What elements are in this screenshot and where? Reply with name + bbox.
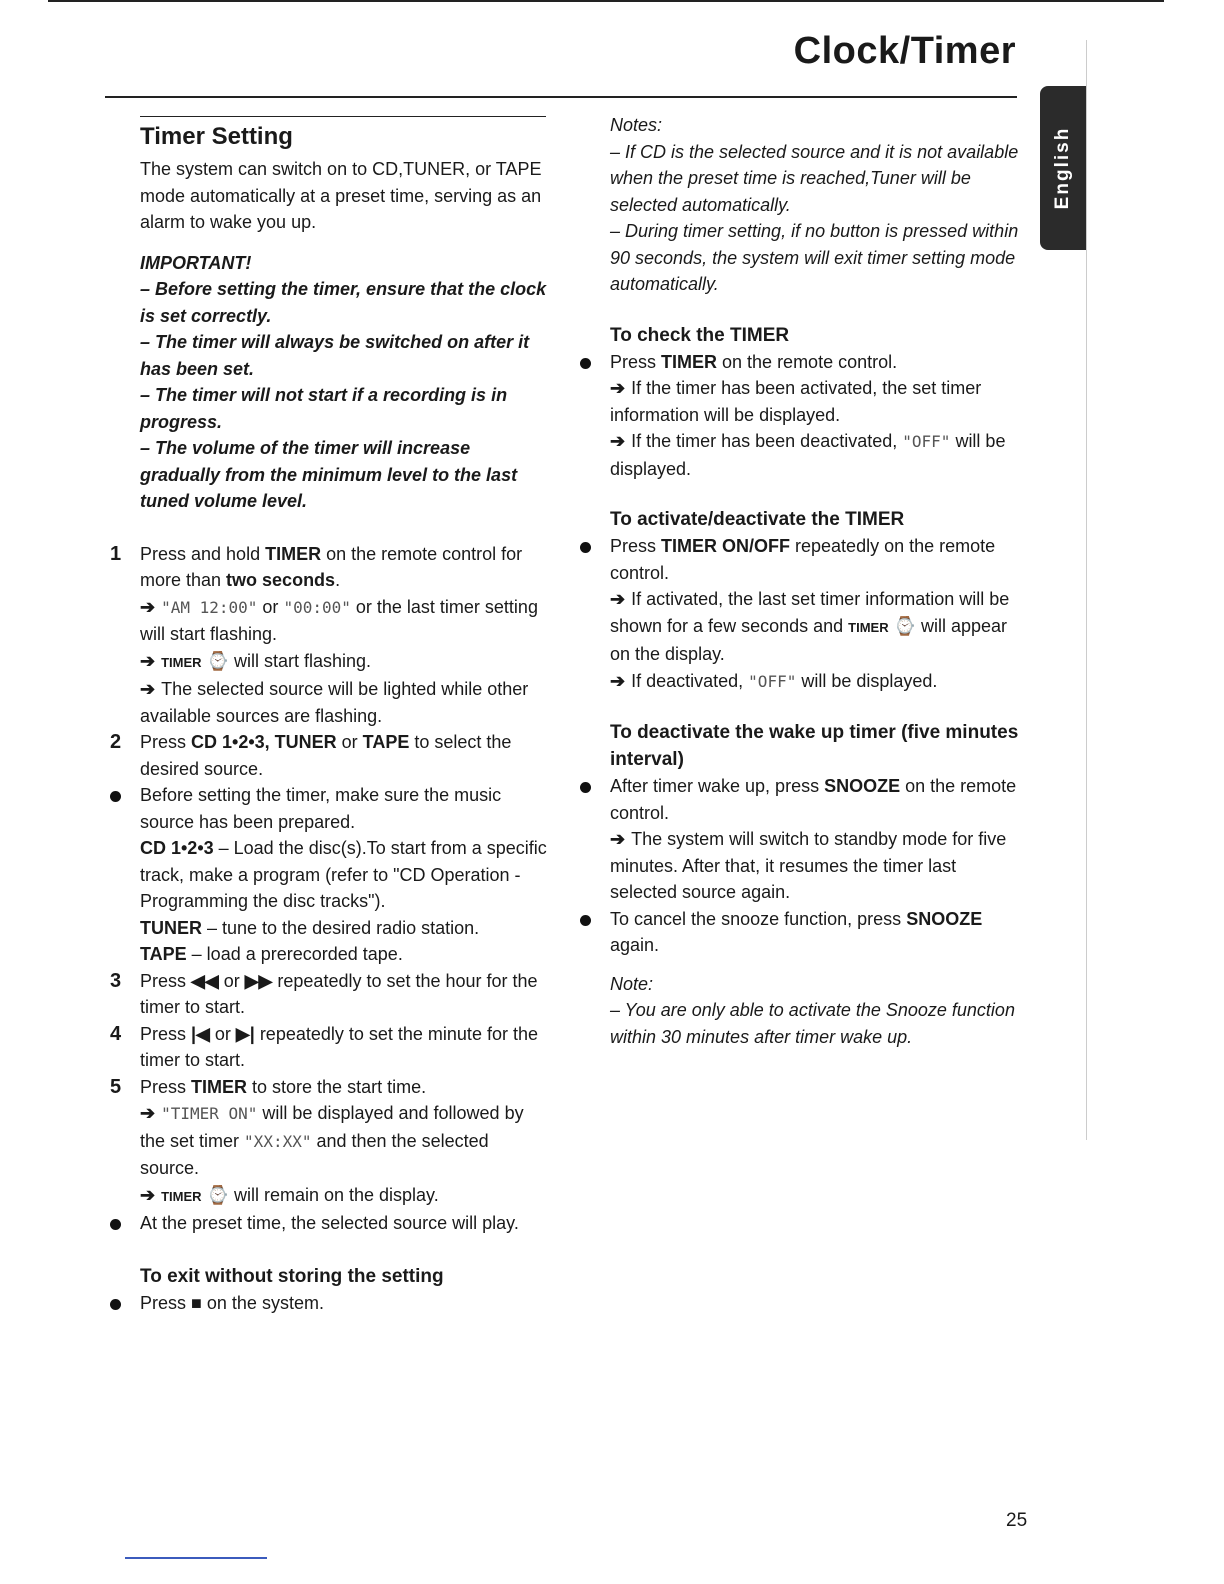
step-text: Press CD 1•2•3, TUNER or TAPE to select the desired source. [140, 732, 512, 779]
important-item: – The timer will not start if a recording is in progress. [140, 385, 508, 432]
bullet-item: Press TIMER on the remote control. ➔ If the timer has been activated, the set timer information will be displayed. ➔ If the timer has been deactivated, "OFF" will be displayed. [610, 349, 1020, 483]
step-number: 2 [110, 731, 122, 753]
step-5: 5 Press TIMER to store the start time. ➔ "TIMER ON" will be displayed and followed by the set timer "XX:XX" and then the selected source. ➔ TIMER ⌚ will remain on the display. [140, 1074, 550, 1211]
rewind-icon: ◀◀ [191, 970, 219, 991]
step-result: ➔ TIMER ⌚ will start flashing. [140, 650, 372, 671]
step-4: 4 Press |◀ or ▶| repeatedly to set the minute for the timer to start. [110, 1022, 538, 1070]
note-title: Note: [610, 973, 654, 994]
step-number: 5 [110, 1075, 122, 1098]
important-item: – The volume of the timer will increase gradually from the minimum level to the last tuned volume level. [140, 438, 518, 511]
exit-title: To exit without storing the setting [140, 1265, 444, 1287]
bullet-item: At the preset time, the selected source will play. [140, 1210, 550, 1237]
bullet-icon [110, 1219, 121, 1230]
bullet-icon [580, 915, 591, 926]
previous-icon: |◀ [191, 1023, 210, 1044]
bullet-icon [580, 782, 591, 793]
important-item: – The timer will always be switched on after it has been set. [140, 332, 530, 379]
bullet-item: Press ■ on the system. [140, 1290, 550, 1317]
bullet-item: Press TIMER ON/OFF repeatedly on the remote control. ➔ If activated, the last set timer information will be shown for a few seconds and TIMER ⌚ will appear on the display. ➔ If deactivated, "OFF" will be displayed. [610, 533, 1020, 695]
bullet-icon [580, 542, 591, 553]
page-number: 25 [1006, 1510, 1028, 1531]
left-column [110, 122, 550, 1316]
step-text: Press and hold TIMER on the remote control for more than two seconds. [140, 543, 523, 590]
language-tab [1040, 86, 1086, 250]
wake-title: To deactivate the wake up timer (five minutes interval) [610, 722, 1019, 770]
step-number: 1 [110, 542, 122, 565]
step-result: ➔ TIMER ⌚ will remain on the display. [140, 1184, 439, 1205]
arrow-icon: ➔ [140, 679, 156, 699]
bullet-icon [580, 358, 591, 369]
intro-text: The system can switch on to CD,TUNER, or TAPE mode automatically at a preset time, serving as an alarm to wake you up. [140, 159, 542, 232]
notes-title: Notes: [610, 115, 663, 135]
bullet-icon [110, 791, 121, 802]
important-title: IMPORTANT! [140, 252, 252, 273]
page-title: Clock/Timer [793, 30, 1016, 72]
top-rule [48, 0, 1164, 2]
step-result: ➔ "AM 12:00" or "00:00" or the last timer setting will start flashing. [140, 596, 538, 644]
arrow-icon: ➔ [610, 670, 626, 691]
arrow-icon: ➔ [140, 650, 156, 671]
step-result: ➔ "TIMER ON" will be displayed and followed by the set timer "XX:XX" and then the selected source. [140, 1103, 524, 1178]
title-rule [105, 96, 1017, 98]
step-2 [110, 729, 550, 782]
bullet-item: To cancel the snooze function, press SNOOZE again. [610, 906, 1020, 959]
right-column [610, 112, 1020, 1050]
check-title: To check the TIMER [610, 324, 790, 346]
note-item: – You are only able to activate the Snooze function within 30 minutes after timer wake up. [610, 1000, 1015, 1047]
step-number: 3 [110, 969, 122, 992]
arrow-icon: ➔ [610, 431, 626, 451]
bullet-item: After timer wake up, press SNOOZE on the remote control. ➔ The system will switch to standby mode for five minutes. After that, it resumes the timer last selected source again. [610, 773, 1020, 906]
bullet-icon [110, 1299, 121, 1310]
bullet-item: Before setting the timer, make sure the music source has been prepared. CD 1•2•3 – Load the disc(s).To start from a specific track, make a program (refer to "CD Operation - Programming the disc tracks"). TUNER – tune to the desired radio station. TAPE – load a prerecorded tape. [140, 782, 550, 968]
step-number: 4 [110, 1022, 122, 1045]
margin-mark [1086, 40, 1087, 1140]
activate-title: To activate/deactivate the TIMER [610, 509, 905, 530]
arrow-icon: ➔ [610, 829, 626, 849]
arrow-icon: ➔ [140, 1184, 156, 1205]
arrow-icon: ➔ [610, 378, 626, 398]
bottom-rule [125, 1557, 267, 1559]
stop-icon: ■ [191, 1292, 202, 1313]
important-item: – Before setting the timer, ensure that the clock is set correctly. [140, 279, 547, 326]
next-icon: ▶| [235, 1023, 255, 1044]
note-item: – During timer setting, if no button is pressed within 90 seconds, the system will exit timer setting mode automatically. [610, 221, 1019, 294]
note-item: – If CD is the selected source and it is not available when the preset time is reached,Tuner will be selected automatically. [610, 141, 1019, 215]
arrow-icon: ➔ [140, 596, 156, 617]
fast-forward-icon: ▶▶ [244, 970, 273, 991]
section-title: Timer Setting [140, 123, 293, 150]
arrow-icon: ➔ [610, 589, 626, 609]
step-3: 3 Press ◀◀ or ▶▶ repeatedly to set the hour for the timer to start. [110, 969, 538, 1017]
language-label: English [1052, 126, 1073, 210]
step-1 [110, 541, 550, 730]
section-rule [140, 116, 546, 117]
arrow-icon: ➔ [140, 1103, 156, 1123]
step-result: ➔ The selected source will be lighted while other available sources are flashing. [140, 679, 529, 726]
